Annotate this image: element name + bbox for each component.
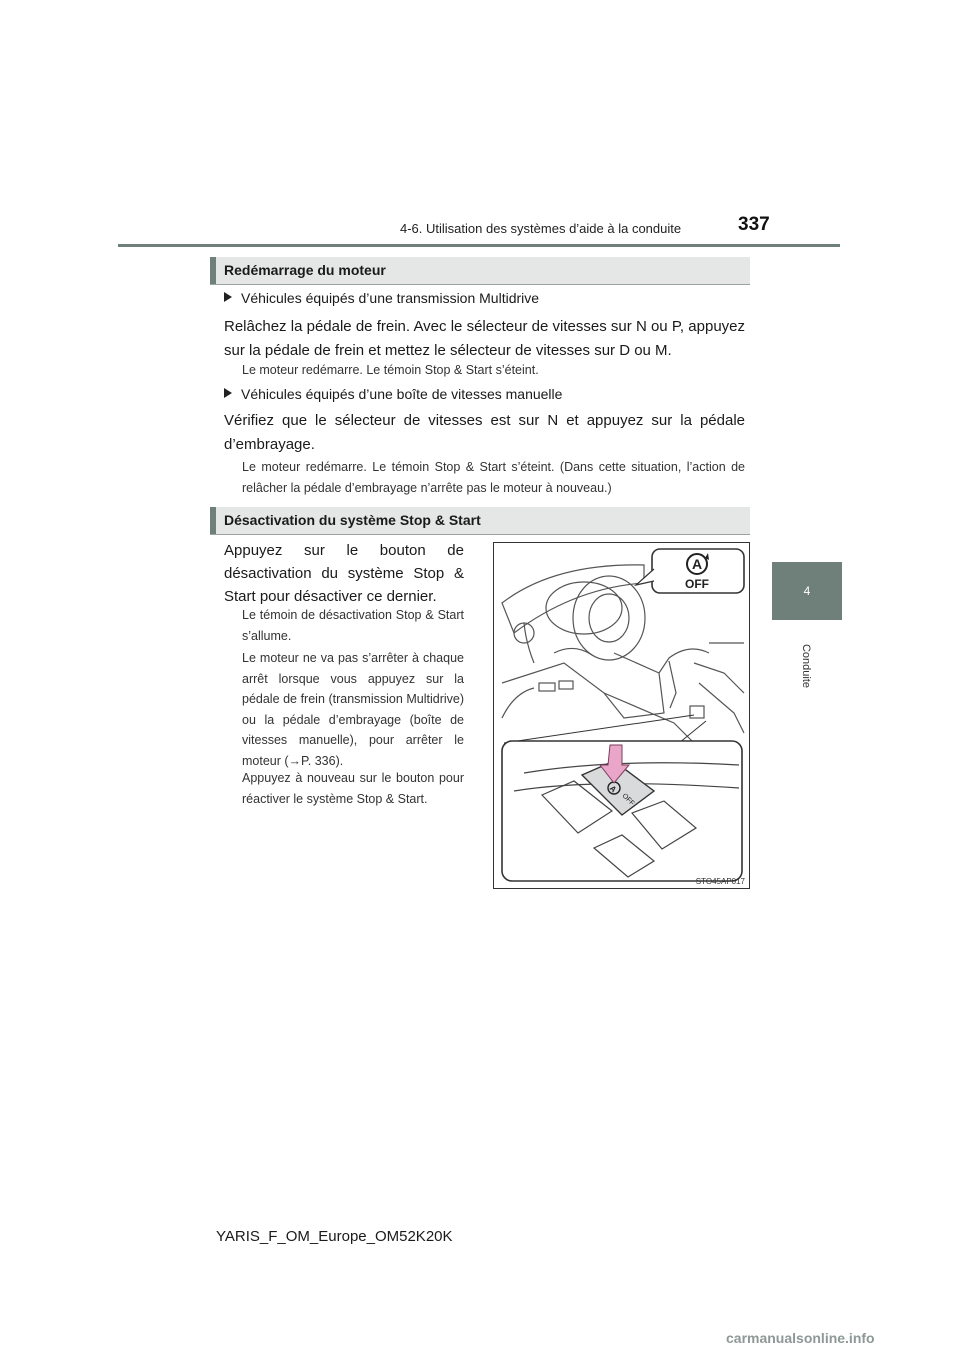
dashboard-illustration [494,543,749,888]
watermark: carmanualsonline.info [726,1330,875,1346]
document-id: YARIS_F_OM_Europe_OM52K20K [216,1228,453,1245]
deactivate-note-3: Appuyez à nouveau sur le bouton pour réactiver le système Stop & Start. [242,771,464,806]
header-rule [118,244,840,247]
button-text: OFF [620,792,636,808]
bullet-multidrive-text: Véhicules équipés d’une transmission Multidrive [241,290,540,306]
stop-start-figure [493,542,750,889]
chapter-tab: 4 [772,562,842,620]
page-number: 337 [738,214,770,235]
bullet-multidrive [224,290,539,306]
deactivate-note-1: Le témoin de désactivation Stop & Start s’allume. [242,608,464,643]
section-heading-restart: Redémarrage du moteur [210,257,750,285]
deactivate-note-2: Le moteur ne va pas s’arrêter à chaque arrêt lorsque vous appuyez sur la pédale de frein (transmission Multidrive) ou la pédale d’embrayage (boîte de vitesses manuelle), pour arrêter le moteur (→P. 336). [242,651,464,768]
triangle-bullet-icon [224,292,232,302]
header-section-title: 4-6. Utilisation des systèmes d’aide à la conduite [400,221,682,236]
triangle-bullet-icon [224,388,232,398]
multidrive-instruction: Relâchez la pédale de frein. Avec le sélecteur de vitesses sur N ou P, appuyez sur la pédale de frein et mettez le sélecteur de vitesses sur D ou M. [224,318,745,359]
manual-instruction: Vérifiez que le sélecteur de vitesses est sur N et appuyez sur la pédale d’embrayage. [224,412,745,453]
button-letter: A [607,783,619,795]
indicator-text: OFF [685,577,709,591]
indicator-letter: A [691,556,703,572]
figure-code: STO45AP017 [695,877,745,886]
manual-note: Le moteur redémarre. Le témoin Stop & Start s’éteint. (Dans cette situation, l’action de relâcher la pédale d’embrayage n’arrête pas le moteur à nouveau.) [242,460,745,495]
section-heading-deactivate: Désactivation du système Stop & Start [210,507,750,535]
bullet-manual [224,386,562,402]
bullet-manual-text: Véhicules équipés d’une boîte de vitesses manuelle [241,386,563,402]
multidrive-note: Le moteur redémarre. Le témoin Stop & Start s’éteint. [242,363,539,377]
deactivate-instruction: Appuyez sur le bouton de désactivation du système Stop & Start pour désactiver ce dernier. [224,542,464,605]
chapter-name: Conduite [800,643,812,689]
